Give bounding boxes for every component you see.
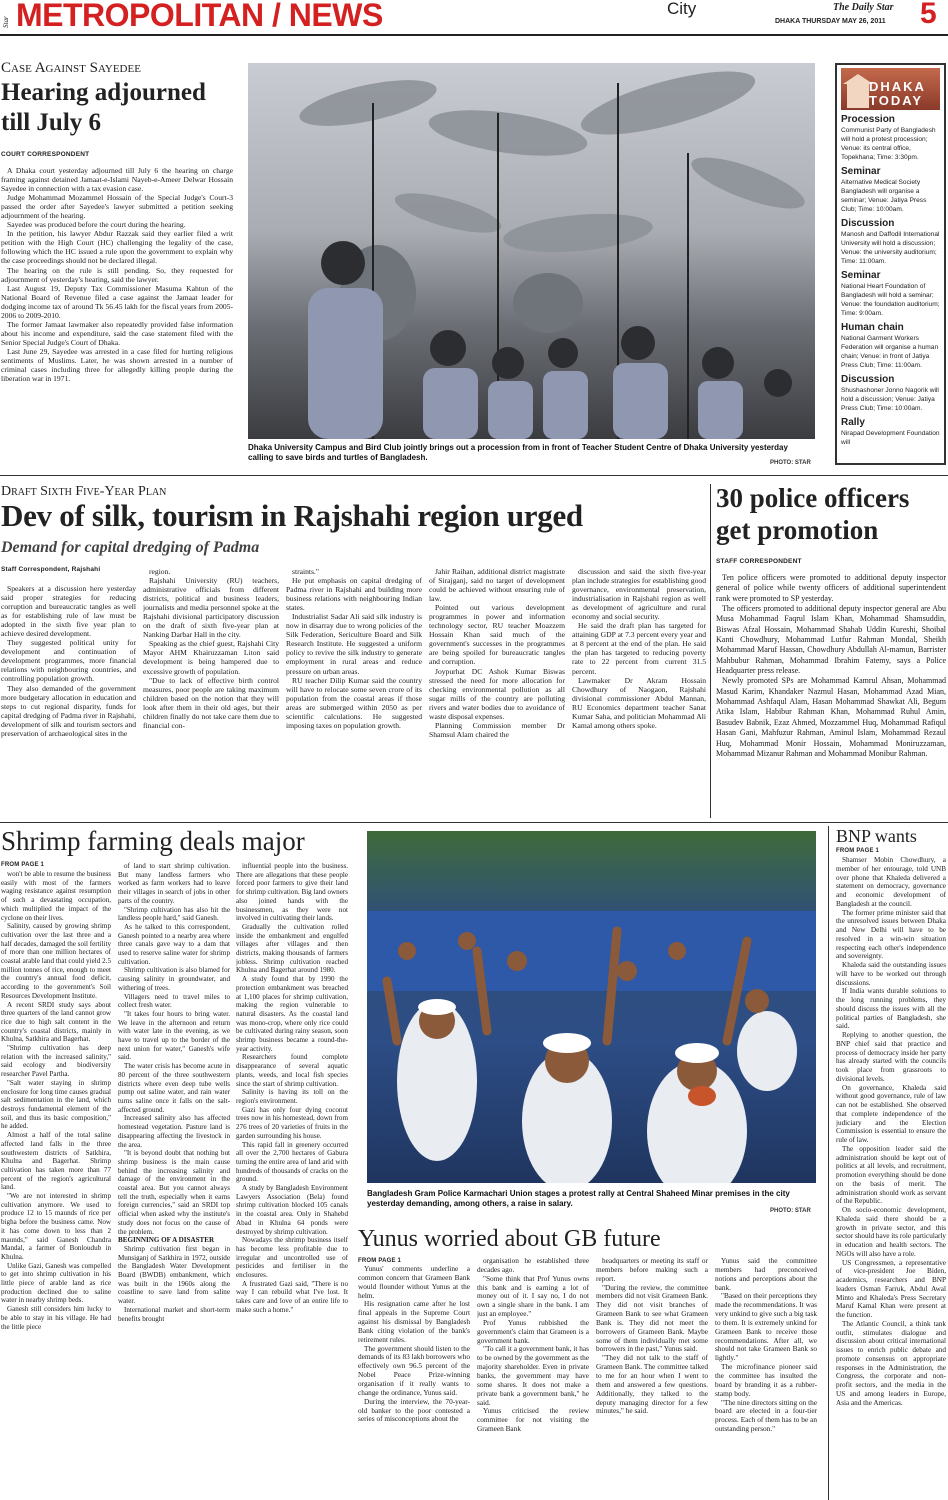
paragraph: He put emphasis on capital dredging of Padma river in Rajshahi and building more business relations with neighbouring Indian states. [286, 576, 422, 613]
paragraph: Prof Yunus rubbished the government's claim that Grameen is a government bank. [477, 1317, 589, 1345]
event-heading: Seminar [841, 270, 881, 281]
paragraph: "To call it a government bank, it has to be owned by the government as the majority shareholder. Even in private banks, the government may have some shares. It does not make a private bank a government bank," he said. [477, 1344, 589, 1407]
event-item [841, 417, 940, 447]
sayedee-byline: COURT CORRESPONDENT [1, 151, 90, 158]
paragraph: This rapid fall in greenery occurred all over the 2,700 hectares of Gabura turning the entire area of land arid with hundreds of thousands of cracks on the ground. [236, 1140, 348, 1184]
paragraph: "It is beyond doubt that nothing but shrimp business is the main cause behind the increasing salinity and damage of the environment in the coastal area. But you cannot always tell the truth, especially when it earns foreign currencies," said an SRDI top official when asked why the institute's study does not focus on the cause of the problem. [118, 1149, 230, 1236]
paragraph: straints." [292, 567, 319, 576]
shrimp-column-2 [118, 862, 230, 1500]
paragraph: headquarters or meeting its staff or members before making such a report. [596, 1257, 708, 1283]
sayedee-body [1, 166, 233, 468]
paragraph: Jahir Raihan, additional district magistrate of Sirajganj, said no target of development could be achieved without ensuring rule of law. [429, 567, 565, 604]
paragraph: Last August 19, Deputy Tax Commissioner Masuma Kahtun of the National Board of Revenue filed a case against the Jamaat leader for dodging income tax of around Tk 56.45 lakh for the fiscal years from 2005-2006 to 2009-2010. [1, 283, 233, 320]
paragraph: Khaleda said the outstanding issues will have to be worked out through discussions. [836, 961, 946, 987]
dhaka-today-banner [841, 68, 940, 110]
paragraph: Rajshahi University (RU) teachers, administrative officials from different districts, political and business leaders, journalists and media personnel spoke at the Rajshahi divisional participatory discussion on the draft of sixth five-year plan at Nanking Darbar Hall in the city. [143, 576, 279, 640]
paragraph: Shrimp cultivation first began in Munsiganj of Satkhira in 1972, outside the Bangladesh Water Development Board (BWDB) embankment, which was built in the 1960s along the coastline to save land from saline water. [118, 1244, 230, 1306]
paragraph: "They did not talk to the staff of Grameen Bank. The committee talked to me for an hour when I went to them and answered a few questions. Additionally, they talked to the deputy managing director for a few minutes," he said. [596, 1353, 708, 1416]
silk-column-2 [143, 567, 279, 817]
paragraph: Nowadays the shrimp business itself has become less profitable due to irregular and uncontrolled use of pesticides and fertiliser in the enclosures. [236, 1236, 348, 1280]
dhaka-today-box [835, 63, 946, 465]
dateline: DHAKA THURSDAY MAY 26, 2011 [775, 18, 886, 25]
paragraph: Villagers need to travel miles to collect fresh water. [118, 992, 230, 1010]
paragraph: Yunus said the committee members had preconceived notions and perceptions about the bank. [715, 1257, 817, 1292]
paragraph: Gradually the cultivation rolled inside the embankment and engulfed villages after villages and then districts, making thousands of farmers jobless. Shrimp cultivation reached Khulna and Bagerhat around 1980. [236, 922, 348, 975]
bnp-body [836, 856, 946, 1500]
paragraph: The officers promoted to additional deputy inspector general are Abu Musa Mohammad Faqrul Islam Khan, Mohammad Shamsuddin, Biswas Afzal Hossain, Mohammad Shahab Uddin Kureshi, Shoibal Kanti Chowdhury, Mohammad Lutfur Rahman Mondal, Sheikh Mohammad Maruf Hassan, Chowdhury Abdullah Al-mamun, Barrister Mahbubur Rahman, Mohammad Ibrahim Fatemy, says a Police Headquarter press release. [716, 604, 946, 676]
paragraph: In the petition, his lawyer Abdur Razzak said they earlier filed a writ petition with the High Court (HC) challenging the legality of the case, following which the HC issued a rule upon the government to explain why the case proceedings should not be declared illegal. [1, 229, 233, 266]
paragraph: Speaking as the chief guest, Rajshahi City Mayor AHM Khairuzzaman Liton said development is being hampered due to excessive growth of population. [143, 639, 279, 676]
rally-photo-art [367, 831, 816, 1183]
paragraph: Lawmaker Dr Akram Hossain Chowdhury of Naogaon, Rajshahi divisional commissioner Abdul Mannan, RU Economics department teacher Sanat Kumar Saha, and politician Mohammad Ali Kamal among others spoke. [572, 675, 706, 730]
police-body [716, 573, 946, 818]
paragraph: RU teacher Dilip Kumar said the country will have to relocate some seven crore of its population from the coastal areas if those areas are submerged within 2050 as per scientific calculations. He suggested imposing taxes on population growth. [286, 675, 422, 730]
paragraph: The government should listen to the demands of its 83 lakh borrowers who effectively own 96.5 percent of the Nobel Peace Prize-winning organisation if it really wants to change the ordinance, Yunus said. [358, 1343, 470, 1397]
paragraph: They suggested political unity for development and continuation of development programmes, more financial relations with neighbouring countries, and controlling population growth. [1, 638, 136, 684]
shrimp-column-3 [236, 862, 348, 1500]
paragraph: During the interview, the 70-year-old banker to the poor contested a series of misconceptions about the [358, 1396, 470, 1424]
paragraph: "Based on their perceptions they made the recommendations. It was very unkind to give such a big task to them. It is extremely unkind for Grameen Bank to receive those recommendations. After all, we should not take Grameen Bank so lightly." [715, 1291, 817, 1363]
masthead-rule [0, 34, 948, 36]
event-item [841, 166, 940, 214]
paragraph: The water crisis has become acute in 80 percent of the three southwestern districts where even deep tube wells pump out saline water, and rain water turns saline once it falls on the salt-affected ground. [118, 1062, 230, 1114]
procession-photo [248, 63, 815, 439]
paragraph: The microfinance pioneer said the committee has insulted the board by branding it as a rubber-stamp body. [715, 1362, 817, 1398]
sayedee-kicker: Case Against Sayedee [1, 60, 141, 76]
paragraph: The hearing on the rule is still pending. So, they requested for adjournment of yesterday's hearing, said the lawyer. [1, 265, 233, 284]
paragraph: They also demanded of the government more budgetary allocation in education and steps to cut regional disparity, funds for capital dredging of Padma river in Rajshahi, development of silk and tourism sectors and preservation of archaeological sites in the [1, 683, 136, 738]
paragraph: Yunus criticised the review committee for not visiting the Grameen Bank [477, 1406, 589, 1434]
paragraph: "During the review, the committee members did not visit Grameen Bank. They did not visit branches of Grameen Bank to see what Grameen Bank is. They did not meet the borrowers of Grameen Bank. Maybe some of them individually met some borrowers in the past," Yunus said. [596, 1282, 708, 1354]
event-text: Alternative Medical Society Bangladesh will organise a seminar; Venue: Jatiya Press Club; Time: 10:00am. [841, 179, 927, 213]
section-rule [0, 822, 948, 823]
silk-subhead: Demand for capital dredging of Padma [1, 539, 260, 556]
paragraph: "We are not interested in shrimp cultivation anymore. We used to produce 12 to 15 maunds of rice per bigha before the business came. Now it has come down to less than 2 maunds," said Ganesh Chandra Mandal, a farmer of Bonloudub in Khulna. [1, 1192, 111, 1261]
event-text: National Garment Workers Federation will organise a human chain; Venue: in front of Jatiya Press Club; Time: 11:00am. [841, 335, 939, 369]
paragraph: Shamser Mobin Chowdhury, a member of her entourage, told UNB over phone that Khaleda delivered a statement on democracy, governance and economic development of Bangladesh at the council. [836, 856, 946, 908]
bnp-headline: BNP wants [836, 826, 917, 846]
subheading: BEGINNING OF A DISASTER [118, 1236, 215, 1245]
rally-photo [367, 831, 816, 1183]
silk-byline: Staff Correspondent, Rajshahi [1, 566, 101, 573]
paragraph: won't be able to resume the business easily with most of the farmers waging resistance against resumption of such a devastating occupation, which multiplied the impact of the cyclone on their lives. [1, 870, 111, 922]
column-rule [828, 826, 829, 1500]
paragraph: The former prime minister said that the unresolved issues between Dhaka and New Delhi will have to be resolved in a win-win situation respecting each other's independence and sovereignty. [836, 908, 946, 961]
paragraph: A Dhaka court yesterday adjourned till July 6 the hearing on charge framing against detained Jamaat-e-Islami Nayeb-e-Ameer Delwar Hossain Sayedee in connection with a tax evasion case. [1, 166, 233, 194]
silk-column-4 [429, 567, 565, 817]
event-heading: Seminar [841, 166, 881, 177]
masthead [0, 0, 948, 32]
paragraph: Replying to another question, the BNP chief said that practice and process of democracy inside her party has already started with the councils took place from grassroots to divisional levels. [836, 1031, 946, 1083]
paragraph: of land to start shrimp cultivation. But many landless farmers who worked as farm workers had to leave their villages in search of jobs in other parts of the country. [118, 862, 230, 905]
paragraph: discussion and said the sixth five-year plan include strategies for establishing good governance, environmental preservation, industrialisation in Rajshahi region as well as development of agriculture and rural economy and social security. [572, 567, 706, 622]
paragraph: Increased salinity also has affected homestead vegetation. Pasture land is disappearing affecting the livestock in the area. [118, 1114, 230, 1149]
section-rule [0, 475, 948, 476]
paragraph: Speakers at a discussion here yesterday said proper strategies for reducing corruption and bureaucratic tangles as well as for establishing rule of law must be adopted in the sixth five year plan to achieve desired development. [1, 584, 136, 639]
paragraph: A recent SRDI study says about three quarters of the land cannot grow rice due to high salt content in the country's coastal districts, mainly in Khulna, Satkhira and Bagerhat. [1, 1000, 111, 1044]
event-heading: Discussion [841, 374, 895, 385]
paragraph: organisation he established three decades ago. [477, 1257, 589, 1274]
event-heading: Human chain [841, 322, 904, 333]
silk-kicker: Draft Sixth Five-Year Plan [1, 484, 167, 499]
paragraph: Unlike Gazi, Ganesh was compelled to get into shrimp cultivation in his little piece of arable land as rice production declined due to saline water in nearby shrimp beds. [1, 1261, 111, 1305]
paragraph: US Congressmen, a representative of vice-president Joe Biden, academics, researchers and BNP leaders Osman Farruk, Abdul Awal Minto and Khaleda's Press Secretary Maruf Kamal Khan were present at the function. [836, 1258, 946, 1319]
event-item [841, 218, 940, 266]
event-text: Manosh and Daffodil International University will hold a discussion; Venue: the university auditorium; Time: 11:00am. [841, 231, 940, 265]
paragraph: influential people into the business. There are allegations that these people forced poor farmers to give their land for shrimp cultivation. Big land owners also joined hands with the businessmen, as they were not involved in cultivating their lands. [236, 862, 348, 923]
photo-credit: PHOTO: STAR [770, 1208, 811, 1214]
paragraph: The opposition leader said the administration should be kept out of politics at all levels, and recruitment, promotion everything should be done on the basis of merit. The administration should work as servant of the Republic. [836, 1144, 946, 1206]
paragraph: Ten police officers were promoted to additional deputy inspector general of police while twenty officers of additional superintendent rank were promoted to SP yesterday. [716, 573, 946, 603]
yunus-column-4 [715, 1257, 817, 1500]
from-page-label: FROM PAGE 1 [358, 1258, 402, 1264]
paragraph: Last June 29, Sayedee was arrested in a case filed for hurting religious sentiments of Muslims. Later, he was shown arrested in a number of criminal cases including three for allegedly killing people during the liberation war in 1971. [1, 346, 233, 384]
paragraph: If India wants durable solutions to the long running problems, they should discuss the issues with all the political parties of Bangladesh, she said. [836, 987, 946, 1031]
paragraph: Researchers found complete disappearance of several aquatic plants, weeds, and local fish species since the start of shrimp cultivation. [236, 1053, 348, 1088]
paragraph: His resignation came after he lost final appeals in the Supreme Court against his dismissal by Bangladesh Bank citing violation of the bank's retirement rules. [358, 1299, 470, 1344]
event-text: Communist Party of Bangladesh will hold a protest procession; Venue: its central office, Topekhana; Time: 3:30pm. [841, 127, 936, 161]
column-rule [710, 484, 711, 818]
police-headline: 30 police officers get promotion [716, 483, 910, 545]
yunus-column-3 [596, 1257, 708, 1500]
from-page-label: FROM PAGE 1 [1, 862, 45, 868]
paragraph: He said the draft plan has targeted for attaining GDP at 7.3 percent every year and at 8 percent at the end of the plan. He said the plan has targeted to reducing poverty rate to 22 percent from current 31.5 percent. [572, 621, 706, 676]
yunus-column-2 [477, 1257, 589, 1500]
shrimp-column-1 [1, 870, 111, 1500]
paragraph: Salinity, caused by growing shrimp cultivation over the last three and a half decades, damaged the soil fertility of more than one million hectares of coastal arable land that could yield 2.5 million tonnes of rice, enough to meet the country's annual food deficit, according to the government's Soil Resources Development Institute. [1, 922, 111, 1000]
paragraph: "Shrimp cultivation has deep relation with the increased salinity," said ecology and biodiversity researcher Pavel Partha. [1, 1044, 111, 1079]
event-item [841, 270, 940, 318]
paragraph: A frustrated Gazi said, "There is no way I can rebuild what I've lost. It takes care and love of an entire life to make such a home." [236, 1279, 348, 1314]
paragraph: International market and short-term benefits brought [118, 1305, 230, 1323]
paragraph: Sayedee was produced before the court during the hearing. [7, 220, 186, 230]
paragraph: Almost a half of the total saline affected land falls in the three southwestern districts of Satkhira, Khulna and Bagerhat. Shrimp cultivation has taken more than 77 percent of the region's agricultural land. [1, 1131, 111, 1192]
paragraph: On governance, Khaleda said without good governance, rule of law can not be established. She observed that complete independence of the judiciary and the Election Commission is essential to ensure the rule of law. [836, 1083, 946, 1144]
paragraph: "Due to lack of effective birth control measures, poor people are taking maximum children based on the notion that they will look after them in their old ages, but their children finally do not take care them due to financial con- [143, 675, 279, 730]
event-heading: Discussion [841, 218, 895, 229]
page-number: 5 [920, 0, 937, 30]
paragraph: Judge Mohammad Mozammel Hossain of the Special Judge's Court-3 passed the order after Sayedee's lawyer submitted a petition seeking adjournment of the hearing. [1, 193, 233, 221]
paragraph: Planning Commission member Dr Shamsul Alam chaired the [429, 720, 565, 739]
paper-name: The Daily Star [833, 2, 894, 13]
paragraph: Gazi has only four dying coconut trees now in his homestead, down from 276 trees of 20 varieties of fruits in the garden surrounding his house. [236, 1105, 348, 1140]
paragraph: "Shrimp cultivation has also hit the landless people hard," said Ganesh. [118, 905, 230, 923]
paragraph: Newly promoted SPs are Mohammad Kamrul Ahsan, Mohammad Masud Karim, Khandaker Nazmul Hasan, Mohammad Azad Mian, Mohammad Ashfaqul Alam, Hasan Mohammad Shawkat Ali, Begum Atika Islam, Habibur Rahman Khan, Mohammad Ruhul Amin, Basudev Babnik, Ezaz Ahmed, Mozzammel Huq, Mohammad Rafiqul Hasan Gani, Mahfuzur Rahman, Aminul Islam, Mohammad Rezaul Huq, Mohammad Monir Hossain, Mohammad Moniruzzaman, Mohammad Mizanur Rahman and Mohammad Monibur Rahman. [716, 676, 946, 758]
event-heading: Rally [841, 417, 865, 428]
paragraph: "Some think that Prof Yunus owns this bank and is earning a lot of money out of it. I say no, I do not own a single share in the bank. I am just an employee." [477, 1273, 589, 1319]
paragraph: Ganesh still considers him lucky to be able to stay in his village. He had the little piece [1, 1305, 111, 1331]
yunus-column-1 [358, 1265, 470, 1500]
section-title: METROPOLITAN / NEWS [16, 0, 383, 33]
paragraph: The Atlantic Council, a think tank outfit, stimulates dialogue and discussion about critical international issues to enrich public debate and promote consensus on appropriate responses in the Administration, the Congress, the corporate and non-profit sectors, and the media in the US and among leaders in Europe, Asia and the Americas. [836, 1319, 946, 1407]
paragraph: The former Jamaat lawmaker also repeatedly provided false information about his income and expenditure, said the case statement filed with the Senior Special Judge's Court of Dhaka. [1, 319, 233, 347]
police-byline: STAFF CORRESPONDENT [716, 558, 802, 565]
from-page-label: FROM PAGE 1 [836, 848, 880, 854]
photo-credit: PHOTO: STAR [770, 460, 811, 466]
silk-column-3 [286, 567, 422, 817]
paragraph: "Salt water staying in shrimp enclosure for long time causes gradual salt sedimentation in the land, which destroys fundamental element of the soil, and thus its basic composition," he added. [1, 1078, 111, 1131]
paragraph: A study by Bangladesh Environment Lawyers Association (Bela) found shrimp cultivation blocked 105 canals in the coastal area. Only in Shahebd Abad in Khulna 64 ponds were destroyed by shrimp cultivation. [236, 1184, 348, 1236]
paragraph: Joypurhat DC Ashok Kumar Biswas stressed the need for more allocation for checking environmental pollution as all sugar mills of the country are polluting rivers and water bodies due to avoidance of waste disposal expenses. [429, 666, 565, 721]
event-item [841, 322, 940, 370]
paragraph: "It takes four hours to bring water. We leave in the afternoon and return with water late in the evening, as we have to travel up to the border of the next union for water," Ganesh's wife said. [118, 1009, 230, 1062]
event-item [841, 374, 940, 413]
procession-photo-art [248, 63, 815, 439]
star-logo-mark: Star [2, 16, 10, 28]
paragraph: Yunus' comments underline a common concern that Grameen Bank would flounder without Yunus at the helm. [358, 1265, 470, 1300]
sayedee-headline: Hearing adjourned till July 6 [1, 79, 206, 136]
paragraph: Industrialist Sadar Ali said silk industry is now in disarray due to wrong policies of the Silk Federation, Sericulture Board and Silk Research Institute. He suggested a uniform policy to revive the silk industry to generate employment in rural areas and reduce pressure on urban areas. [286, 612, 422, 676]
procession-photo-caption: Dhaka University Campus and Bird Club jointly brings out a procession from in front of Teacher Student Centre of Dhaka University yesterday calling to save birds and turtles of Bangladesh. [248, 443, 788, 462]
paragraph: As he talked to this correspondent, Ganesh pointed to a nearby area where three canals gave way to a dam that used to reserve saline water for shrimp cultivation. [118, 922, 230, 966]
paragraph: region. [149, 567, 171, 576]
shrimp-headline: Shrimp farming deals major [1, 826, 305, 856]
silk-column-5 [572, 567, 706, 817]
event-text: Shushashoner Jonno Nagorik will hold a discussion; Venue: Jatiya Press Club; Time: 10:00am. [841, 387, 939, 412]
paragraph: "The nine directors sitting on the board are elected in a four-tier process. Each of them has to be an outstanding person." [715, 1397, 817, 1434]
paragraph: Shrimp cultivation is also blamed for causing salinity in groundwater, and withering of trees. [118, 966, 230, 992]
paragraph: On socio-economic development, Khaleda said there should be a growth in private sector, and this sector should have its role particularly in education and health sectors. The NGOs will also have a role. [836, 1206, 946, 1258]
city-label: City [667, 0, 697, 18]
silk-column-1 [1, 584, 136, 817]
event-text: Nirapad Development Foundation will [841, 430, 940, 446]
paragraph: Salinity is having its toll on the region's environment. [236, 1088, 348, 1105]
silk-headline: Dev of silk, tourism in Rajshahi region urged [1, 498, 583, 533]
dhaka-today-title: DHAKA TODAY [869, 79, 926, 108]
event-item [841, 114, 940, 162]
paragraph: A study found that by 1990 the protection embankment was breached at 1,100 places for shrimp cultivation, making the region vulnerable to natural disasters. As the coastal land was mono-crop, where only rice could be cultivated during rainy season, soon shrimp business became a round-the-year activity. [236, 975, 348, 1053]
yunus-headline: Yunus worried about GB future [358, 1226, 661, 1252]
event-heading: Procession [841, 114, 895, 125]
paragraph: Pointed out various development programmes in power and information technology sector, RU teacher Moazzem Hossain Khan said much of the government's successes in the programmes are being spoiled for bureaucratic tangles and corruption. [429, 603, 565, 667]
event-text: National Heart Foundation of Bangladesh will hold a seminar; Venue: the foundation auditorium; Time: 9:00am. [841, 283, 940, 317]
rally-photo-caption: Bangladesh Gram Police Karmachari Union stages a protest rally at Central Shaheed Minar premises in the city yesterday demanding, among others, a raise in salary. [367, 1189, 790, 1208]
